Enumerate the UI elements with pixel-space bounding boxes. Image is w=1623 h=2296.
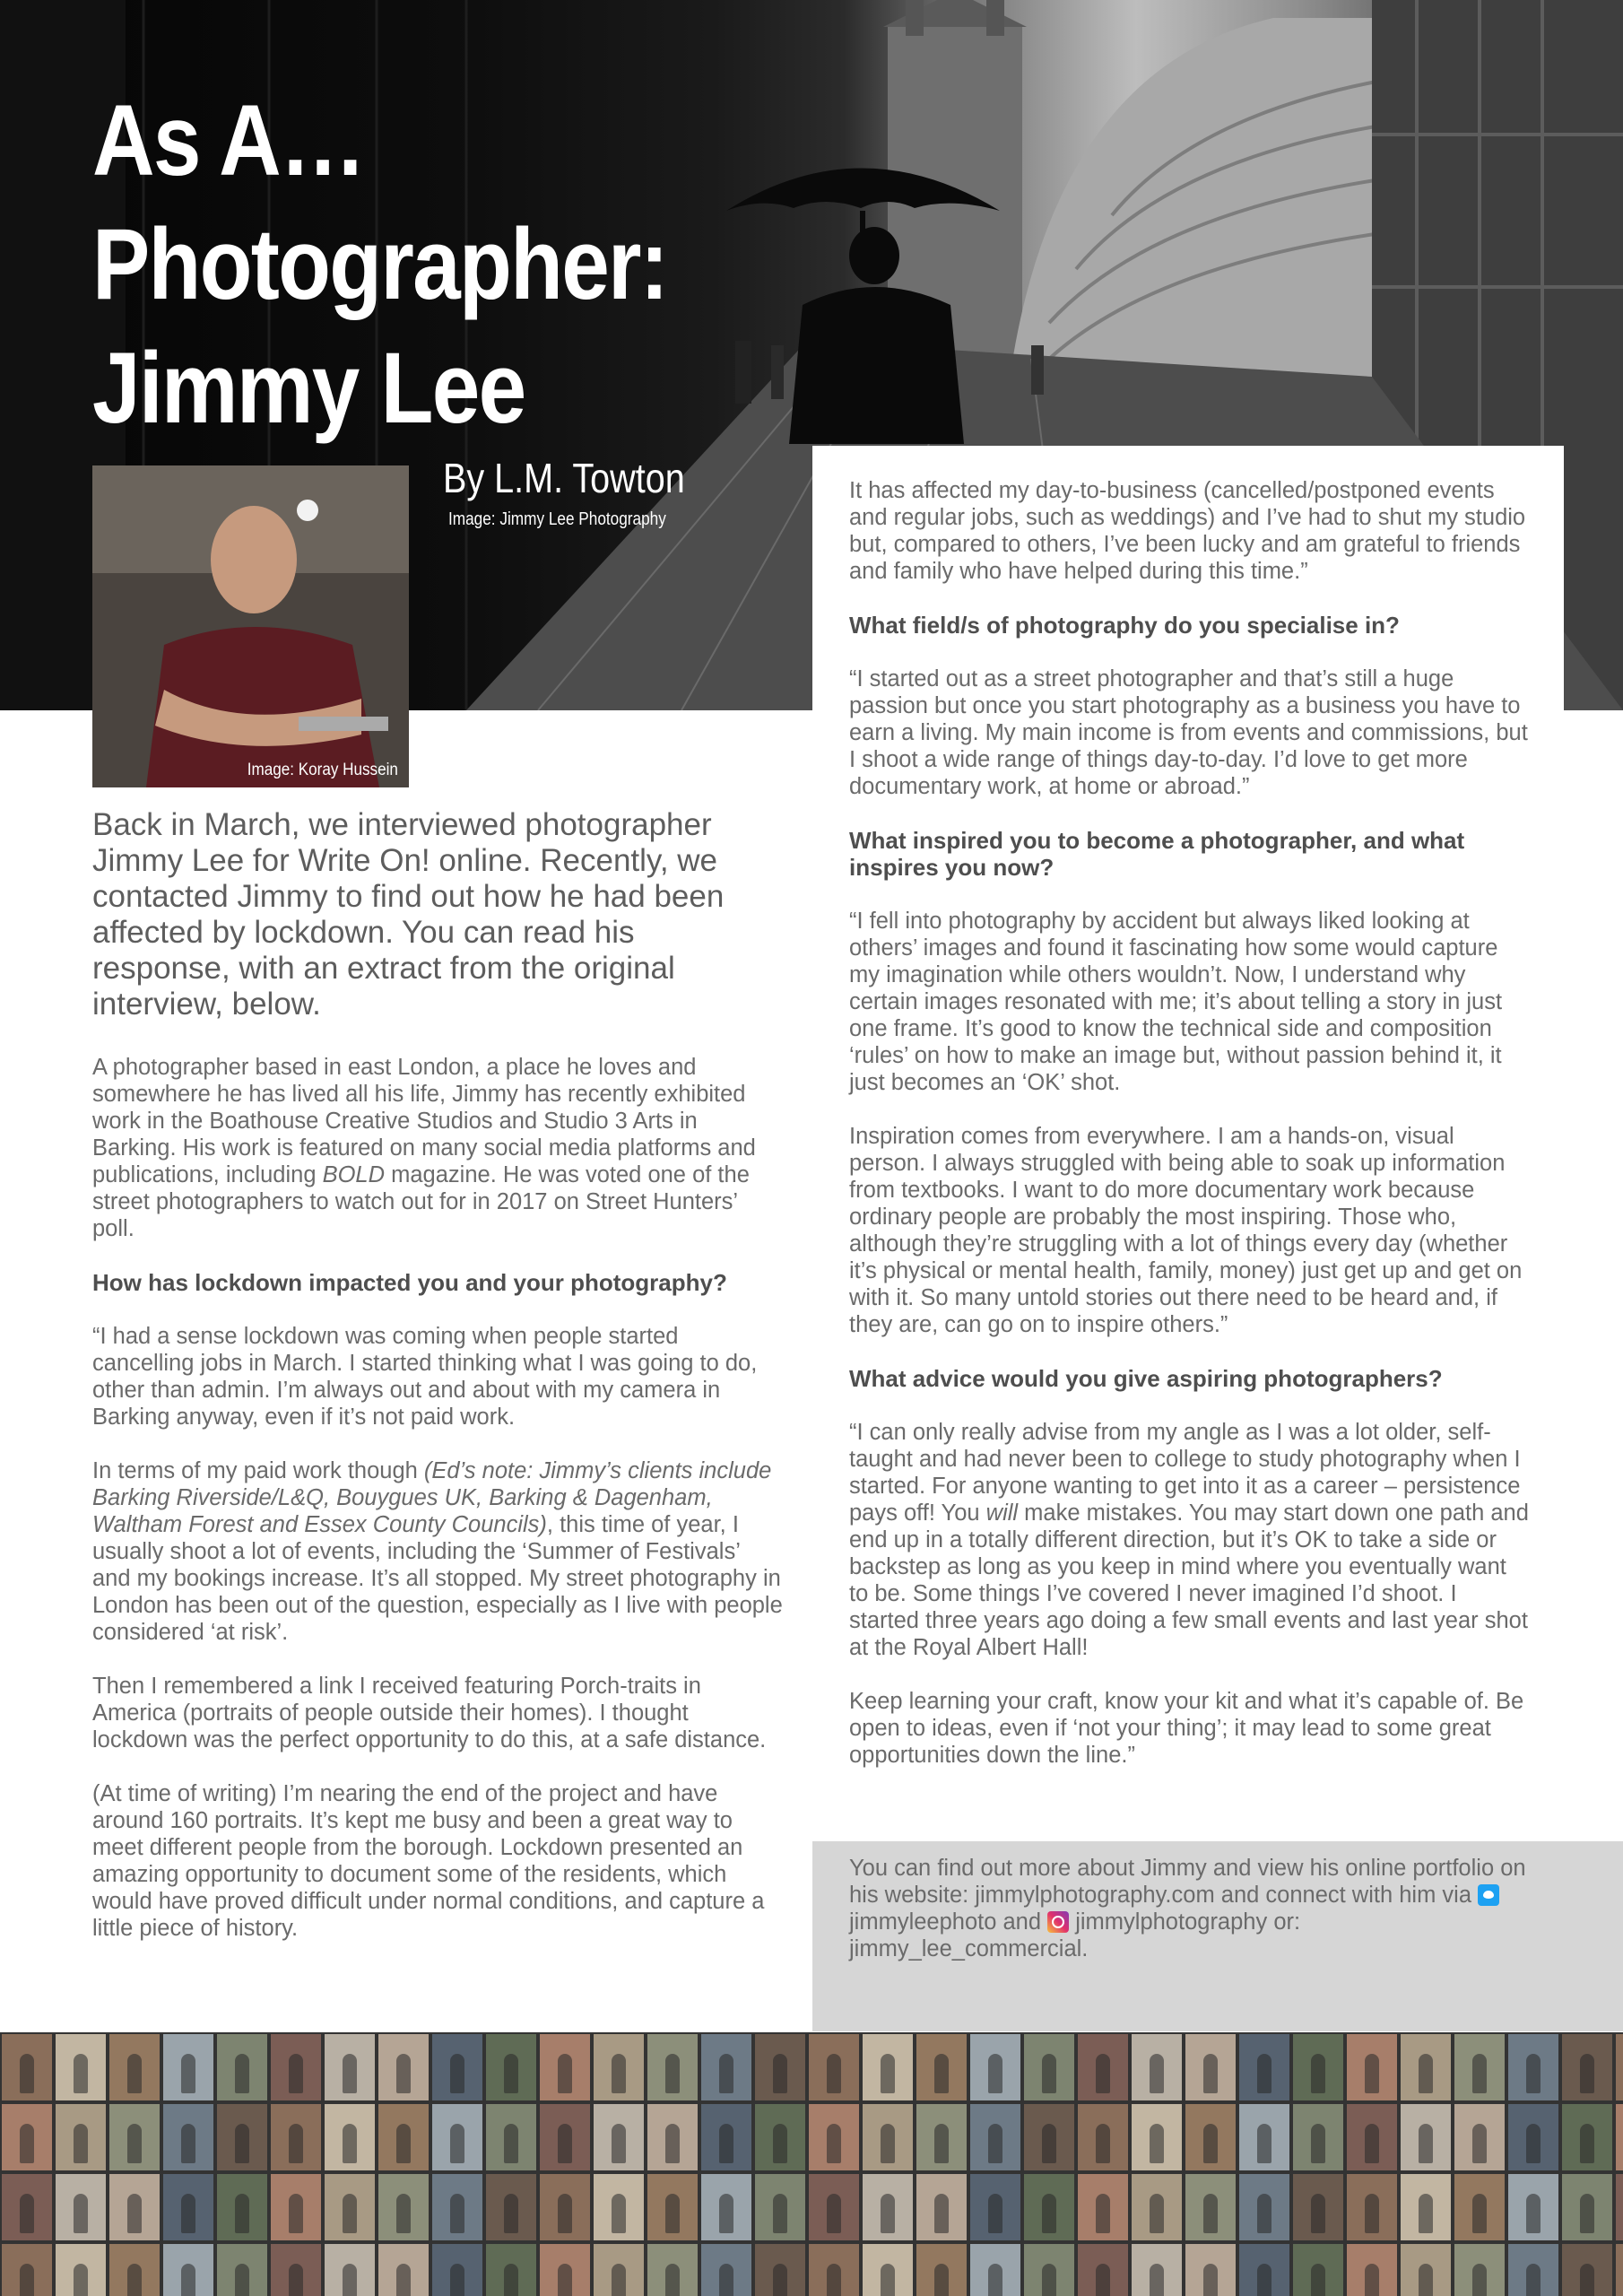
portrait-tile xyxy=(2,2174,52,2240)
portrait-tile xyxy=(432,2104,482,2170)
portrait-tile xyxy=(271,2104,321,2170)
portrait-figure xyxy=(881,2264,895,2296)
portrait-tile xyxy=(1078,2244,1128,2296)
portrait-tile xyxy=(755,2104,805,2170)
portrait-tile xyxy=(647,2174,698,2240)
portrait-tile xyxy=(486,2174,536,2240)
portrait-figure xyxy=(235,2194,249,2233)
portrait-tile xyxy=(1616,2174,1623,2240)
portrait-figure xyxy=(827,2194,841,2233)
contact-text-a: You can find out more about Jimmy and view his online portfolio on his website: jimmylphotography.com and connect with him via xyxy=(849,1856,1526,1908)
answer-paragraph: “I fell into photography by accident but always liked looking at others’ images and found it fascinating how some would capture my imagination while others wouldn’t. Now, I understand why certain images resonated with me; it’s about telling a story in just one frame. It’s good to know the technical side and composition ‘rules’ on how to make an image but, without passion behind it, it just becomes an ‘OK’ shot. xyxy=(849,909,1503,1095)
portrait-tile xyxy=(540,2244,590,2296)
portrait-tile xyxy=(1616,2034,1623,2100)
portrait-figure xyxy=(181,2054,195,2093)
portrait-tile xyxy=(56,2174,106,2240)
portrait-tile xyxy=(2,2244,52,2296)
portrait-tile xyxy=(647,2104,698,2170)
portrait-figure xyxy=(1311,2124,1325,2163)
portrait-figure xyxy=(988,2054,1002,2093)
portrait-tile xyxy=(1562,2104,1612,2170)
contact-paragraph xyxy=(849,1855,1531,1962)
portrait-figure xyxy=(773,2054,787,2093)
portrait-tile xyxy=(1454,2034,1505,2100)
portrait-tile xyxy=(1508,2104,1558,2170)
portrait-tile xyxy=(1239,2174,1289,2240)
portrait-figure xyxy=(450,2264,464,2296)
portrait-figure xyxy=(289,2054,303,2093)
portrait-figure xyxy=(1042,2054,1056,2093)
emphasis-will: will xyxy=(985,1500,1019,1526)
portrait-figure xyxy=(1526,2054,1541,2093)
portrait-figure xyxy=(504,2194,518,2233)
portrait-figure xyxy=(665,2124,680,2163)
portrait-tile xyxy=(378,2034,429,2100)
portrait-tile xyxy=(594,2174,644,2240)
portrait-tile xyxy=(1132,2244,1182,2296)
portrait-figure xyxy=(1042,2124,1056,2163)
portrait-figure xyxy=(504,2124,518,2163)
portrait-figure xyxy=(1257,2124,1271,2163)
portrait-photo xyxy=(92,465,409,787)
portrait-tile xyxy=(56,2104,106,2170)
portrait-tile xyxy=(378,2174,429,2240)
portrait-figure xyxy=(396,2124,411,2163)
portrait-tile xyxy=(1239,2244,1289,2296)
portrait-figure xyxy=(1526,2124,1541,2163)
portrait-tile xyxy=(1293,2244,1343,2296)
portrait-tile xyxy=(916,2244,967,2296)
answer-paragraph: (At time of writing) I’m nearing the end of the project and have around 160 portraits. It’s kept me busy and been a great way to meet different people from the borough. Lockdown presented an amazing opportunity to document some of the residents, which would have proved difficult under normal conditions, and capture a little piece of history. xyxy=(92,1781,765,1941)
portrait-figure xyxy=(827,2124,841,2163)
contact-and: and xyxy=(996,1909,1048,1935)
portrait-tile xyxy=(809,2034,859,2100)
portrait-tile xyxy=(1024,2034,1074,2100)
portrait-figure xyxy=(74,2124,88,2163)
portrait-tile xyxy=(647,2034,698,2100)
bio-text-a: A photographer based in east London, a place he loves and somewhere he has lived all his life, Jimmy has recently exhibited work in the Boathouse Creative Studios and Studio 3 Arts in Barking. His work is featured on many social media platforms and publications, including xyxy=(92,1055,756,1187)
answer-paragraph: Then I remembered a link I received featuring Porch-traits in America (portraits of people outside their homes). I thought lockdown was the perfect opportunity to do this, at a safe distance. xyxy=(92,1674,767,1752)
portrait-figure xyxy=(1096,2264,1110,2296)
portrait-figure xyxy=(1203,2194,1218,2233)
portrait-tile xyxy=(1185,2104,1236,2170)
portrait-figure xyxy=(1526,2194,1541,2233)
portrait-figure xyxy=(396,2194,411,2233)
portrait-figure xyxy=(504,2264,518,2296)
question-specialise: What field/s of photography do you specialise in? xyxy=(849,612,1400,639)
portrait-tile xyxy=(701,2034,751,2100)
portrait-tile xyxy=(863,2034,913,2100)
portrait-tile xyxy=(217,2244,267,2296)
portrait-figure xyxy=(20,2264,34,2296)
portrait-tile xyxy=(325,2034,375,2100)
portrait-figure xyxy=(396,2264,411,2296)
portrait-tile xyxy=(1454,2174,1505,2240)
portrait-figure xyxy=(1150,2194,1164,2233)
portrait-figure xyxy=(558,2124,572,2163)
portrait-figure xyxy=(1472,2264,1487,2296)
title-line-1: As A… xyxy=(92,84,365,196)
twitter-icon[interactable] xyxy=(1478,1884,1499,1906)
portrait-figure xyxy=(181,2124,195,2163)
portrait-tile xyxy=(1401,2104,1451,2170)
portrait-tile xyxy=(2,2104,52,2170)
bold-magazine-title: BOLD xyxy=(322,1162,386,1187)
portrait-tile xyxy=(1132,2104,1182,2170)
portrait-tile xyxy=(1508,2174,1558,2240)
portrait-figure xyxy=(74,2054,88,2093)
portrait-tile xyxy=(809,2174,859,2240)
portrait-tile xyxy=(163,2244,213,2296)
title-line-2: Photographer: xyxy=(92,208,668,320)
article-title xyxy=(92,79,667,450)
portrait-tile xyxy=(1347,2244,1397,2296)
portrait-tile xyxy=(1401,2244,1451,2296)
answer-paragraph: Keep learning your craft, know your kit and what it’s capable of. Be open to ideas, even if ‘not your thing’; it may lead to some great opportunities down the line.” xyxy=(849,1689,1524,1768)
portrait-figure xyxy=(1580,2054,1594,2093)
portrait-tile xyxy=(594,2034,644,2100)
portrait-figure xyxy=(988,2264,1002,2296)
portrait-tile xyxy=(1562,2034,1612,2100)
portrait-figure xyxy=(181,2264,195,2296)
contact-text-b: or: jimmy_lee_commercial. xyxy=(849,1909,1301,1961)
portrait-figure xyxy=(343,2054,357,2093)
portrait-figure xyxy=(719,2054,733,2093)
portrait-tile xyxy=(1347,2174,1397,2240)
hero-image-credit: Image: Jimmy Lee Photography xyxy=(448,509,666,529)
portrait-figure xyxy=(1365,2054,1379,2093)
portrait-tile xyxy=(486,2034,536,2100)
portrait-figure xyxy=(1472,2124,1487,2163)
portrait-tile xyxy=(540,2034,590,2100)
portrait-figure xyxy=(127,2194,142,2233)
portrait-figure xyxy=(558,2194,572,2233)
portrait-tile xyxy=(1293,2174,1343,2240)
portrait-tile xyxy=(594,2244,644,2296)
portrait-tile xyxy=(701,2104,751,2170)
portrait-figure xyxy=(1257,2054,1271,2093)
portrait-figure xyxy=(558,2264,572,2296)
portrait-figure xyxy=(1419,2054,1433,2093)
portrait-tile xyxy=(1078,2104,1128,2170)
portrait-figure xyxy=(20,2124,34,2163)
answer-text-a: “I can only really advise from my angle as I was a lot older, self-taught and had never been to college to study photography when I started. For anyone wanting to get into it as a career – persistence pays off! You xyxy=(849,1420,1521,1526)
portrait-tile xyxy=(1132,2034,1182,2100)
portrait-tile xyxy=(1616,2104,1623,2170)
portrait-tile xyxy=(1293,2104,1343,2170)
portrait-figure xyxy=(1042,2264,1056,2296)
portrait-figure xyxy=(1203,2054,1218,2093)
portrait-figure xyxy=(289,2194,303,2233)
portrait-figure xyxy=(934,2124,949,2163)
portrait-figure xyxy=(1150,2124,1164,2163)
portrait-figure xyxy=(558,2054,572,2093)
twitter-handle[interactable]: jimmyleephoto xyxy=(849,1909,997,1935)
portrait-figure xyxy=(396,2054,411,2093)
portrait-tile xyxy=(109,2174,160,2240)
portrait-tile xyxy=(755,2244,805,2296)
portrait-figure xyxy=(127,2054,142,2093)
portrait-figure xyxy=(1257,2264,1271,2296)
portrait-figure xyxy=(881,2054,895,2093)
portrait-tile xyxy=(378,2244,429,2296)
portrait-figure xyxy=(235,2054,249,2093)
portrait-figure xyxy=(235,2264,249,2296)
portrait-figure xyxy=(450,2054,464,2093)
portrait-tile xyxy=(809,2104,859,2170)
portrait-tile xyxy=(109,2244,160,2296)
portrait-figure xyxy=(1419,2124,1433,2163)
portrait-tile xyxy=(701,2244,751,2296)
portrait-figure xyxy=(612,2264,626,2296)
portrait-tile xyxy=(540,2174,590,2240)
portrait-tile xyxy=(755,2174,805,2240)
portrait-figure xyxy=(827,2054,841,2093)
question-lockdown: How has lockdown impacted you and your photography? xyxy=(92,1269,727,1296)
portrait-tile xyxy=(217,2174,267,2240)
portrait-tile xyxy=(1347,2034,1397,2100)
portrait-figure xyxy=(1526,2264,1541,2296)
portrait-figure xyxy=(665,2264,680,2296)
portrait-scene xyxy=(92,465,409,787)
portrait-figure xyxy=(1365,2124,1379,2163)
porch-portraits-mosaic xyxy=(0,2032,1623,2296)
portrait-figure xyxy=(1257,2194,1271,2233)
portrait-figure xyxy=(665,2054,680,2093)
instagram-handle[interactable]: jimmylphotography xyxy=(1075,1909,1268,1935)
portrait-tile xyxy=(970,2104,1020,2170)
portrait-tile xyxy=(863,2104,913,2170)
portrait-figure xyxy=(665,2194,680,2233)
portrait-figure xyxy=(719,2194,733,2233)
portrait-tile xyxy=(1024,2244,1074,2296)
portrait-figure xyxy=(450,2124,464,2163)
portrait-tile xyxy=(163,2174,213,2240)
portrait-tile xyxy=(970,2244,1020,2296)
portrait-tile xyxy=(1347,2104,1397,2170)
portrait-tile xyxy=(1562,2174,1612,2240)
portrait-tile xyxy=(1185,2174,1236,2240)
portrait-tile xyxy=(701,2174,751,2240)
portrait-figure xyxy=(1150,2054,1164,2093)
portrait-tile xyxy=(325,2104,375,2170)
question-inspiration: What inspired you to become a photographer, and what inspires you now? xyxy=(849,827,1465,881)
instagram-icon[interactable] xyxy=(1047,1911,1069,1933)
answer-paragraph: It has affected my day-to-business (cancelled/postponed events and regular jobs, such as weddings) and I’ve had to shut my studio but, compared to others, I’ve been lucky and am grateful to friends and family who have helped during this time.” xyxy=(849,478,1526,584)
portrait-figure xyxy=(343,2264,357,2296)
portrait-figure xyxy=(881,2124,895,2163)
portrait-figure xyxy=(719,2124,733,2163)
portrait-figure xyxy=(450,2194,464,2233)
portrait-figure xyxy=(1150,2264,1164,2296)
portrait-figure xyxy=(827,2264,841,2296)
portrait-figure xyxy=(988,2194,1002,2233)
answer-text-a: In terms of my paid work though xyxy=(92,1458,424,1483)
title-line-3: Jimmy Lee xyxy=(92,332,525,444)
portrait-tile xyxy=(217,2034,267,2100)
answer-paragraph: “I started out as a street photographer and that’s still a huge passion but once you start photography as a business you have to earn a living. My main income is from events and commissions, but I shoot a wide range of things day-to-day. I’d love to get more documentary work, at home or abroad.” xyxy=(849,666,1528,799)
left-column xyxy=(92,1054,783,1969)
portrait-figure xyxy=(612,2054,626,2093)
answer-paragraph: “I had a sense lockdown was coming when people started cancelling jobs in March. I started thinking what I was going to do, other than admin. I’m always out and about with my camera in Barking anyway, even if it’s not paid work. xyxy=(92,1324,758,1430)
portrait-figure xyxy=(1311,2054,1325,2093)
portrait-tile xyxy=(863,2174,913,2240)
portrait-figure xyxy=(1042,2194,1056,2233)
portrait-figure xyxy=(1365,2264,1379,2296)
portrait-figure xyxy=(235,2124,249,2163)
portrait-tile xyxy=(1185,2034,1236,2100)
portrait-tile xyxy=(594,2104,644,2170)
portrait-figure xyxy=(1472,2194,1487,2233)
portrait-tile xyxy=(1185,2244,1236,2296)
portrait-figure xyxy=(343,2124,357,2163)
portrait-tile xyxy=(56,2244,106,2296)
answer-paragraph xyxy=(849,1419,1531,1661)
portrait-tile xyxy=(970,2034,1020,2100)
right-column xyxy=(849,477,1531,1796)
portrait-figure xyxy=(1419,2194,1433,2233)
portrait-tile xyxy=(1401,2174,1451,2240)
portrait-tile xyxy=(916,2034,967,2100)
portrait-tile xyxy=(1078,2174,1128,2240)
portrait-tile xyxy=(217,2104,267,2170)
portrait-figure xyxy=(1311,2194,1325,2233)
portrait-tile xyxy=(378,2104,429,2170)
portrait-tile xyxy=(109,2034,160,2100)
portrait-figure xyxy=(1419,2264,1433,2296)
portrait-figure xyxy=(1096,2124,1110,2163)
portrait-tile xyxy=(755,2034,805,2100)
portrait-tile xyxy=(1508,2034,1558,2100)
portrait-tile xyxy=(163,2104,213,2170)
portrait-figure xyxy=(1096,2194,1110,2233)
portrait-figure xyxy=(289,2124,303,2163)
portrait-tile xyxy=(540,2104,590,2170)
portrait-tile xyxy=(970,2174,1020,2240)
portrait-figure xyxy=(1203,2264,1218,2296)
portrait-tile xyxy=(1078,2034,1128,2100)
portrait-tile xyxy=(1239,2034,1289,2100)
portrait-tile xyxy=(56,2034,106,2100)
portrait-figure xyxy=(881,2194,895,2233)
portrait-tile xyxy=(1562,2244,1612,2296)
portrait-figure xyxy=(74,2194,88,2233)
answer-paragraph: Inspiration comes from everywhere. I am a hands-on, visual person. I always struggled with being able to soak up information from textbooks. I want to do more documentary work because ordinary people are probably the most inspiring. Those who, although they’re struggling with a lot of things every day (whether it’s physical or mental health, family, money) just get up and get on with it. So many untold stories out there need to be heard and, if they are, can go on to inspire others.” xyxy=(849,1124,1523,1337)
portrait-figure xyxy=(773,2194,787,2233)
portrait-tile xyxy=(163,2034,213,2100)
portrait-figure xyxy=(934,2194,949,2233)
portrait-tile xyxy=(1024,2174,1074,2240)
portrait-figure xyxy=(504,2054,518,2093)
portrait-tile xyxy=(1293,2034,1343,2100)
answer-paragraph xyxy=(92,1457,783,1646)
portrait-figure xyxy=(1311,2264,1325,2296)
portrait-figure xyxy=(612,2124,626,2163)
portrait-image-credit: Image: Koray Hussein xyxy=(247,761,398,779)
portrait-figure xyxy=(1580,2194,1594,2233)
portrait-tile xyxy=(647,2244,698,2296)
portrait-tile xyxy=(1024,2104,1074,2170)
portrait-figure xyxy=(1580,2124,1594,2163)
portrait-figure xyxy=(20,2194,34,2233)
intro-paragraph: Back in March, we interviewed photographer Jimmy Lee for Write On! online. Recently, we contacted Jimmy to find out how he had been affected by lockdown. You can read his response, with an extract from the original interview, below. xyxy=(92,807,725,1022)
question-advice: What advice would you give aspiring photographers? xyxy=(849,1365,1443,1392)
portrait-figure xyxy=(934,2054,949,2093)
answer-text-b: , this time of year, I usually shoot a lot of events, including the ‘Summer of Festivals’ and my bookings increase. It’s all stopped. My street photography in London has been out of the question, especially as I live with people considered ‘at risk’. xyxy=(92,1512,783,1645)
portrait-figure xyxy=(612,2194,626,2233)
portrait-tile xyxy=(1454,2244,1505,2296)
portrait-tile xyxy=(271,2174,321,2240)
portrait-tile xyxy=(432,2034,482,2100)
portrait-tile xyxy=(109,2104,160,2170)
portrait-tile xyxy=(916,2174,967,2240)
portrait-tile xyxy=(1616,2244,1623,2296)
portrait-figure xyxy=(127,2124,142,2163)
portrait-tile xyxy=(809,2244,859,2296)
portrait-figure xyxy=(719,2264,733,2296)
bio-paragraph xyxy=(92,1054,783,1242)
portrait-tile xyxy=(1401,2034,1451,2100)
contact-info xyxy=(849,1855,1531,1962)
portrait-tile xyxy=(486,2104,536,2170)
portrait-figure xyxy=(1580,2264,1594,2296)
portrait-tile xyxy=(863,2244,913,2296)
answer-text-b: make mistakes. You may start down one path and end up in a totally different direction, but it’s OK to take a side or backstep as long as you keep in mind where you eventually want to be. Some things I’ve covered I never imagined I’d shoot. I started three years ago doing a few small events and last year shot at the Royal Albert Hall! xyxy=(849,1500,1529,1660)
portrait-figure xyxy=(1203,2124,1218,2163)
portrait-tile xyxy=(432,2244,482,2296)
portrait-figure xyxy=(74,2264,88,2296)
portrait-figure xyxy=(988,2124,1002,2163)
bio-text-b: magazine. He was voted one of the street photographers to watch out for in 2017 on Street Hunters’ poll. xyxy=(92,1162,750,1241)
portrait-tile xyxy=(325,2174,375,2240)
portrait-figure xyxy=(181,2194,195,2233)
byline: By L.M. Towton xyxy=(443,455,685,501)
portrait-tile xyxy=(271,2034,321,2100)
portrait-figure xyxy=(1365,2194,1379,2233)
portrait-tile xyxy=(1508,2244,1558,2296)
portrait-figure xyxy=(127,2264,142,2296)
portrait-tile xyxy=(432,2174,482,2240)
portrait-tile xyxy=(916,2104,967,2170)
portrait-figure xyxy=(934,2264,949,2296)
portrait-tile xyxy=(486,2244,536,2296)
portrait-figure xyxy=(773,2124,787,2163)
portrait-figure xyxy=(289,2264,303,2296)
portrait-tile xyxy=(2,2034,52,2100)
portrait-figure xyxy=(773,2264,787,2296)
portrait-figure xyxy=(1096,2054,1110,2093)
portrait-figure xyxy=(20,2054,34,2093)
portrait-figure xyxy=(343,2194,357,2233)
editor-note: (Ed’s note: Jimmy’s clients include Barking Riverside/L&Q, Bouygues UK, Barking & Dagenham, Waltham Forest and Essex County Councils) xyxy=(92,1458,772,1537)
portrait-tile xyxy=(325,2244,375,2296)
portrait-figure xyxy=(1472,2054,1487,2093)
portrait-tile xyxy=(1454,2104,1505,2170)
portrait-tile xyxy=(1132,2174,1182,2240)
portrait-tile xyxy=(271,2244,321,2296)
portrait-tile xyxy=(1239,2104,1289,2170)
